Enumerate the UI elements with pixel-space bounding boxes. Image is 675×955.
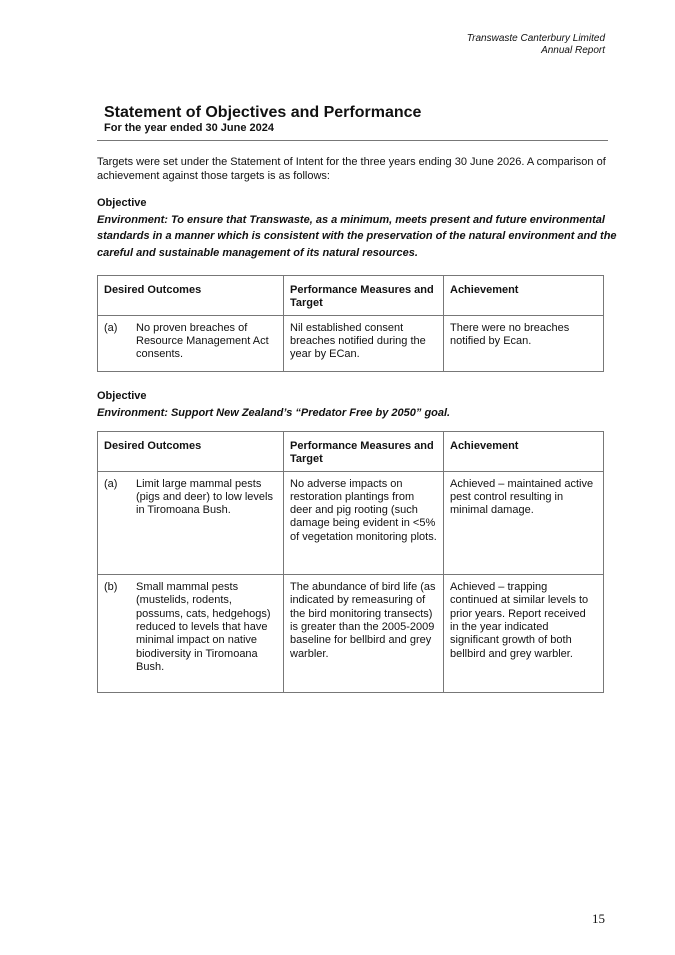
row-label: (a) bbox=[104, 321, 118, 334]
page-number: 15 bbox=[592, 911, 605, 926]
measure-cell: The abundance of bird life (as indicated by remeasuring of the bird monitoring transects) is greater than the 2005-2009 baseline for bellbird and grey warbler. bbox=[284, 575, 444, 693]
column-header: Desired Outcomes bbox=[98, 276, 284, 316]
table-row bbox=[98, 471, 604, 574]
row-label: (b) bbox=[104, 581, 118, 594]
objective-text: Environment: To ensure that Transwaste, as a minimum, meets present and future environmental standards in a manner which is consistent with the preservation of the natural environment and the careful and sustainable management of its natural resources. bbox=[97, 213, 617, 259]
outcome-cell bbox=[98, 315, 284, 372]
achievement-cell: There were no breaches notified by Ecan. bbox=[444, 315, 604, 372]
outcome-cell bbox=[98, 471, 284, 574]
measure-cell: No adverse impacts on restoration plantings from deer and pig rooting (such damage being evident in <5% of vegetation monitoring plots. bbox=[284, 471, 444, 574]
table-header-row bbox=[98, 276, 604, 316]
outcome-text: No proven breaches of Resource Management Act consents. bbox=[136, 321, 269, 361]
objective-1 bbox=[97, 195, 617, 261]
outcomes-table-2 bbox=[97, 431, 604, 693]
table-row bbox=[98, 315, 604, 372]
column-header: Achievement bbox=[444, 276, 604, 316]
report-name: Annual Report bbox=[541, 45, 605, 56]
outcome-text: Small mammal pests (mustelids, rodents, possums, cats, hedgehogs) reduced to levels that have minimal impact on native biodiversity in Tiromoana Bush. bbox=[136, 581, 271, 673]
title-divider bbox=[97, 140, 608, 141]
intro-paragraph: Targets were set under the Statement of Intent for the three years ending 30 June 2026. A comparison of achievement against those targets is as follows: bbox=[97, 156, 606, 182]
column-header: Performance Measures and Target bbox=[284, 276, 444, 316]
column-header: Achievement bbox=[444, 432, 604, 472]
outcomes-table-1 bbox=[97, 275, 604, 372]
objective-2 bbox=[97, 388, 617, 421]
objective-heading: Objective bbox=[97, 197, 147, 209]
table-row bbox=[98, 575, 604, 693]
company-name: Transwaste Canterbury Limited bbox=[466, 33, 605, 44]
row-label: (a) bbox=[104, 477, 118, 490]
achievement-cell: Achieved – maintained active pest control resulting in minimal damage. bbox=[444, 471, 604, 574]
page-title: Statement of Objectives and Performance bbox=[104, 104, 422, 121]
outcome-text: Limit large mammal pests (pigs and deer) to low levels in Tiromoana Bush. bbox=[136, 477, 273, 517]
achievement-cell: Achieved – trapping continued at similar levels to prior years. Report received in the year indicated significant growth of both bellbird and grey warbler. bbox=[444, 575, 604, 693]
title-block bbox=[104, 103, 421, 135]
column-header: Performance Measures and Target bbox=[284, 432, 444, 472]
objective-text: Environment: Support New Zealand’s “Predator Free by 2050” goal. bbox=[97, 406, 451, 419]
column-header: Desired Outcomes bbox=[98, 432, 284, 472]
objective-heading: Objective bbox=[97, 390, 147, 402]
outcome-cell bbox=[98, 575, 284, 693]
running-header bbox=[467, 33, 605, 57]
page-subtitle: For the year ended 30 June 2024 bbox=[104, 122, 274, 134]
measure-cell: Nil established consent breaches notified during the year by ECan. bbox=[284, 315, 444, 372]
table-header-row bbox=[98, 432, 604, 472]
